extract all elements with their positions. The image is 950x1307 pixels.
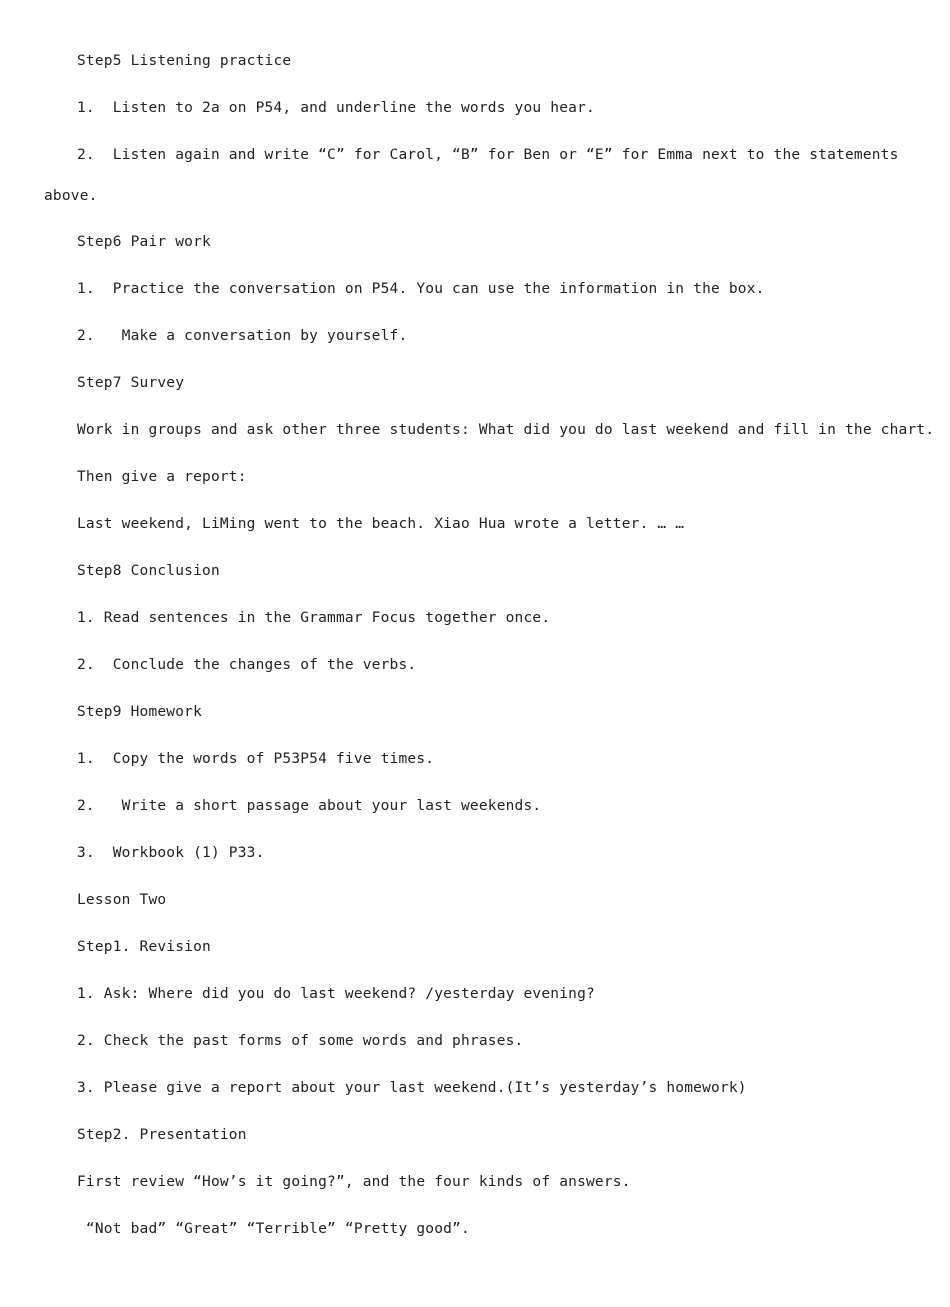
step7-paragraph-1: Work in groups and ask other three students: What did you do last weekend and fill in the chart. — [77, 422, 935, 438]
step1-item-2: 2. Check the past forms of some words and phrases. — [77, 1033, 524, 1049]
step9-item-1: 1. Copy the words of P53P54 five times. — [77, 751, 435, 767]
step7-paragraph-3: Last weekend, LiMing went to the beach. Xiao Hua wrote a letter. … … — [77, 516, 685, 532]
step6-item-1: 1. Practice the conversation on P54. You can use the information in the box. — [77, 281, 765, 297]
step5-heading: Step5 Listening practice — [77, 53, 292, 69]
step9-item-3: 3. Workbook (1) P33. — [77, 845, 265, 861]
step1-item-1: 1. Ask: Where did you do last weekend? /yesterday evening? — [77, 986, 595, 1002]
step8-item-2: 2. Conclude the changes of the verbs. — [77, 657, 417, 673]
step5-item-1: 1. Listen to 2a on P54, and underline the words you hear. — [77, 100, 595, 116]
step1-item-3: 3. Please give a report about your last weekend.(It’s yesterday’s homework) — [77, 1080, 747, 1096]
step5-item-2-continued: above. — [44, 188, 98, 204]
step2-paragraph-1: First review “How’s it going?”, and the four kinds of answers. — [77, 1174, 631, 1190]
step7-paragraph-2: Then give a report: — [77, 469, 247, 485]
step9-item-2: 2. Write a short passage about your last weekends. — [77, 798, 542, 814]
lesson-two-heading: Lesson Two — [77, 892, 167, 908]
step6-item-2: 2. Make a conversation by yourself. — [77, 328, 408, 344]
step8-heading: Step8 Conclusion — [77, 563, 220, 579]
step1-heading: Step1. Revision — [77, 939, 211, 955]
step7-heading: Step7 Survey — [77, 375, 185, 391]
step8-item-1: 1. Read sentences in the Grammar Focus together once. — [77, 610, 551, 626]
step5-item-2: 2. Listen again and write “C” for Carol, “B” for Ben or “E” for Emma next to the statements — [77, 147, 899, 163]
step2-paragraph-2: “Not bad” “Great” “Terrible” “Pretty good”. — [77, 1221, 470, 1237]
step6-heading: Step6 Pair work — [77, 234, 211, 250]
step9-heading: Step9 Homework — [77, 704, 203, 720]
step2-heading: Step2. Presentation — [77, 1127, 247, 1143]
